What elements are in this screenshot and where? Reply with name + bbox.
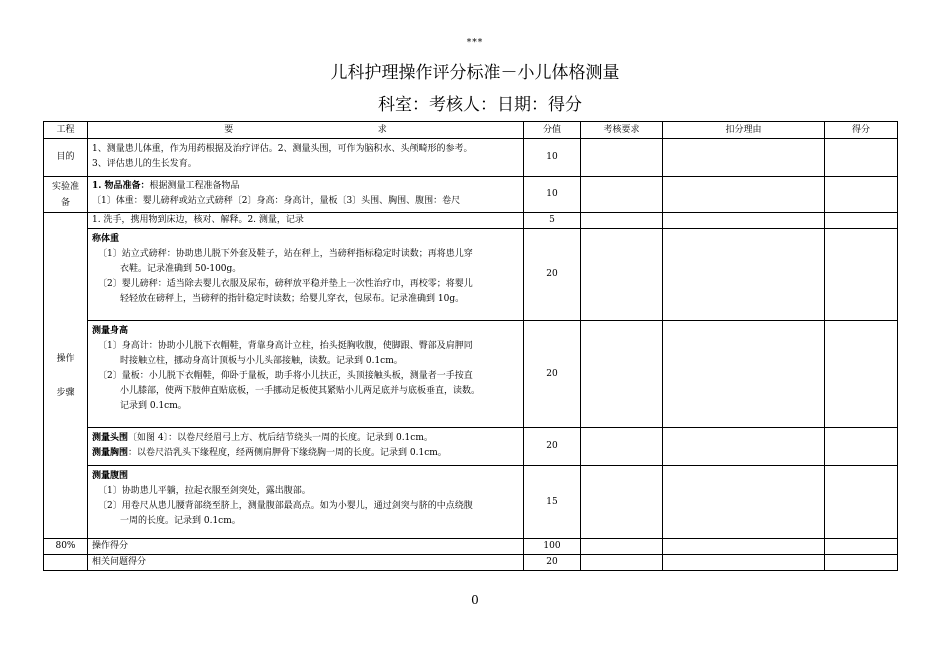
height-score: 20 bbox=[524, 321, 581, 428]
head-chest-content bbox=[88, 428, 524, 466]
height-item-2a: 〔2〕量板：小儿脱下衣帽鞋，仰卧于量板，助手将小儿扶正，头顶接触头板，测量者一手按直 bbox=[98, 371, 473, 381]
row-head-chest bbox=[44, 428, 898, 466]
weight-item-2b: 轻轻放在磅秤上，当磅秤的指针稳定时读数；给婴儿穿衣，包尿布。记录准确到 10g。 bbox=[120, 294, 465, 304]
chest-title: 测量胸围 bbox=[92, 448, 129, 458]
operation-steps-label bbox=[44, 213, 88, 539]
goal-line-1: 1、测量患儿体重，作为用药根据及治疗评估。2、测量头围，可作为脑积水、头颅畸形的参考。 bbox=[92, 144, 473, 154]
head-check-cell bbox=[581, 428, 663, 466]
related-deduct-cell bbox=[663, 555, 825, 571]
weight-check-cell bbox=[581, 229, 663, 321]
row-weight bbox=[44, 229, 898, 321]
header-check: 考核要求 bbox=[581, 122, 663, 139]
goal-line-2: 3、评估患儿的生长发育。 bbox=[92, 159, 197, 169]
height-item-2b: 小儿膝部，使两下肢伸直贴底板，一手挪动足板使其紧贴小儿两足底并与底板垂直，读数。 bbox=[120, 386, 481, 396]
related-label-cell bbox=[44, 555, 88, 571]
weight-item-1a: 〔1〕站立式磅秤：协助患儿脱下外套及鞋子，站在秤上，当磅秤指标稳定时读数；再将患儿穿 bbox=[98, 249, 473, 259]
header-mark: *** bbox=[466, 38, 484, 48]
prep-detail: 〔1〕体重：婴儿磅秤或站立式磅秤〔2〕身高：身高计，量板〔3〕头围、胸围、腹围：卷尺 bbox=[92, 196, 461, 206]
head-title: 测量头围 bbox=[92, 433, 129, 443]
weight-score: 20 bbox=[524, 229, 581, 321]
abdomen-deduct-cell bbox=[663, 466, 825, 539]
wash-deduct-cell bbox=[663, 213, 825, 229]
op-score-label: 80% bbox=[44, 539, 88, 555]
prep-title-rest: 根据测量工程准备物品 bbox=[149, 181, 240, 191]
chest-detail: ：以卷尺沿乳头下缘程度，经两侧肩胛骨下缘绕胸一周的长度。记录到 0.1cm。 bbox=[128, 448, 447, 458]
abdomen-got-cell bbox=[825, 466, 898, 539]
op-score-text: 操作得分 bbox=[88, 539, 524, 555]
page-title: 儿科护理操作评分标准－小儿体格测量 bbox=[330, 63, 620, 83]
abdomen-item-1: 〔1〕协助患儿平躺，拉起衣服至剑突处，露出腹部。 bbox=[98, 486, 311, 496]
related-check-cell bbox=[581, 555, 663, 571]
wash-got-cell bbox=[825, 213, 898, 229]
prep-label-a: 实验准 bbox=[51, 181, 79, 192]
weight-got-cell bbox=[825, 229, 898, 321]
table-header-row bbox=[44, 122, 898, 139]
head-deduct-cell bbox=[663, 428, 825, 466]
page-subtitle: 科室：考核人：日期：得分 bbox=[378, 95, 582, 115]
height-item-2c: 记录到 0.1cm。 bbox=[120, 401, 187, 411]
goal-score: 10 bbox=[524, 139, 581, 177]
weight-content bbox=[88, 229, 524, 321]
header-score: 分值 bbox=[524, 122, 581, 139]
prep-title: 1. 物品准备： bbox=[92, 181, 150, 191]
related-got-cell bbox=[825, 555, 898, 571]
height-item-1a: 〔1〕身高计：协助小儿脱下衣帽鞋，背靠身高计立柱，抬头挺胸收腹，使脚跟、臀部及肩胛同 bbox=[98, 341, 473, 351]
abdomen-score: 15 bbox=[524, 466, 581, 539]
wash-content: 1. 洗手，携用物到床边，核对、解释。2. 测量，记录 bbox=[88, 213, 524, 229]
header-project: 工程 bbox=[44, 122, 88, 139]
abdomen-item-2b: 一周的长度。记录到 0.1cm。 bbox=[120, 516, 241, 526]
weight-item-2a: 〔2〕婴儿磅秤：适当除去婴儿衣服及尿布，磅秤放平稳并垫上一次性治疗巾，再校零；将婴儿 bbox=[98, 279, 473, 289]
goal-content bbox=[88, 139, 524, 177]
header-requirements bbox=[88, 122, 524, 139]
header-got: 得分 bbox=[825, 122, 898, 139]
weight-deduct-cell bbox=[663, 229, 825, 321]
prep-score: 10 bbox=[524, 177, 581, 213]
row-prep bbox=[44, 177, 898, 213]
row-wash bbox=[44, 213, 898, 229]
abdomen-content bbox=[88, 466, 524, 539]
header-deduct: 扣分理由 bbox=[663, 122, 825, 139]
goal-label: 目的 bbox=[44, 139, 88, 177]
goal-check-cell bbox=[581, 139, 663, 177]
height-check-cell bbox=[581, 321, 663, 428]
prep-label-b: 备 bbox=[60, 197, 70, 208]
related-text: 相关问题得分 bbox=[88, 555, 524, 571]
height-got-cell bbox=[825, 321, 898, 428]
related-score: 20 bbox=[524, 555, 581, 571]
height-deduct-cell bbox=[663, 321, 825, 428]
prep-check-cell bbox=[581, 177, 663, 213]
page-number: 0 bbox=[471, 593, 479, 607]
row-abdomen bbox=[44, 466, 898, 539]
abdomen-title: 测量腹围 bbox=[92, 471, 129, 481]
header-req-a: 要 bbox=[224, 124, 234, 135]
prep-content bbox=[88, 177, 524, 213]
height-item-1b: 时接触立柱，挪动身高计顶板与小儿头部接触，读数。记录到 0.1cm。 bbox=[120, 356, 403, 366]
wash-score: 5 bbox=[524, 213, 581, 229]
header-req-b: 求 bbox=[377, 124, 387, 135]
goal-deduct-cell bbox=[663, 139, 825, 177]
row-height bbox=[44, 321, 898, 428]
head-detail: 〔如图 4〕：以卷尺经眉弓上方、枕后结节绕头一周的长度。记录到 0.1cm。 bbox=[128, 433, 433, 443]
prep-label bbox=[44, 177, 88, 213]
head-chest-score: 20 bbox=[524, 428, 581, 466]
weight-title: 称体重 bbox=[92, 234, 120, 244]
weight-item-1b: 衣鞋。记录准确到 50-100g。 bbox=[120, 264, 242, 274]
op-label-b: 步骤 bbox=[56, 387, 75, 398]
row-op-score bbox=[44, 539, 898, 555]
prep-deduct-cell bbox=[663, 177, 825, 213]
row-related bbox=[44, 555, 898, 571]
op-label-a: 操作 bbox=[56, 353, 75, 364]
height-content bbox=[88, 321, 524, 428]
score-table bbox=[43, 121, 898, 571]
head-got-cell bbox=[825, 428, 898, 466]
row-goal bbox=[44, 139, 898, 177]
abdomen-check-cell bbox=[581, 466, 663, 539]
abdomen-item-2a: 〔2〕用卷尺从患儿腰背部绕至脐上，测量腹部最高点。如为小婴儿，通过剑突与脐的中点绕腹 bbox=[98, 501, 473, 511]
prep-got-cell bbox=[825, 177, 898, 213]
op-got-cell bbox=[825, 539, 898, 555]
op-score-value: 100 bbox=[524, 539, 581, 555]
goal-got-cell bbox=[825, 139, 898, 177]
op-check-cell bbox=[581, 539, 663, 555]
height-title: 测量身高 bbox=[92, 326, 129, 336]
wash-check-cell bbox=[581, 213, 663, 229]
op-deduct-cell bbox=[663, 539, 825, 555]
